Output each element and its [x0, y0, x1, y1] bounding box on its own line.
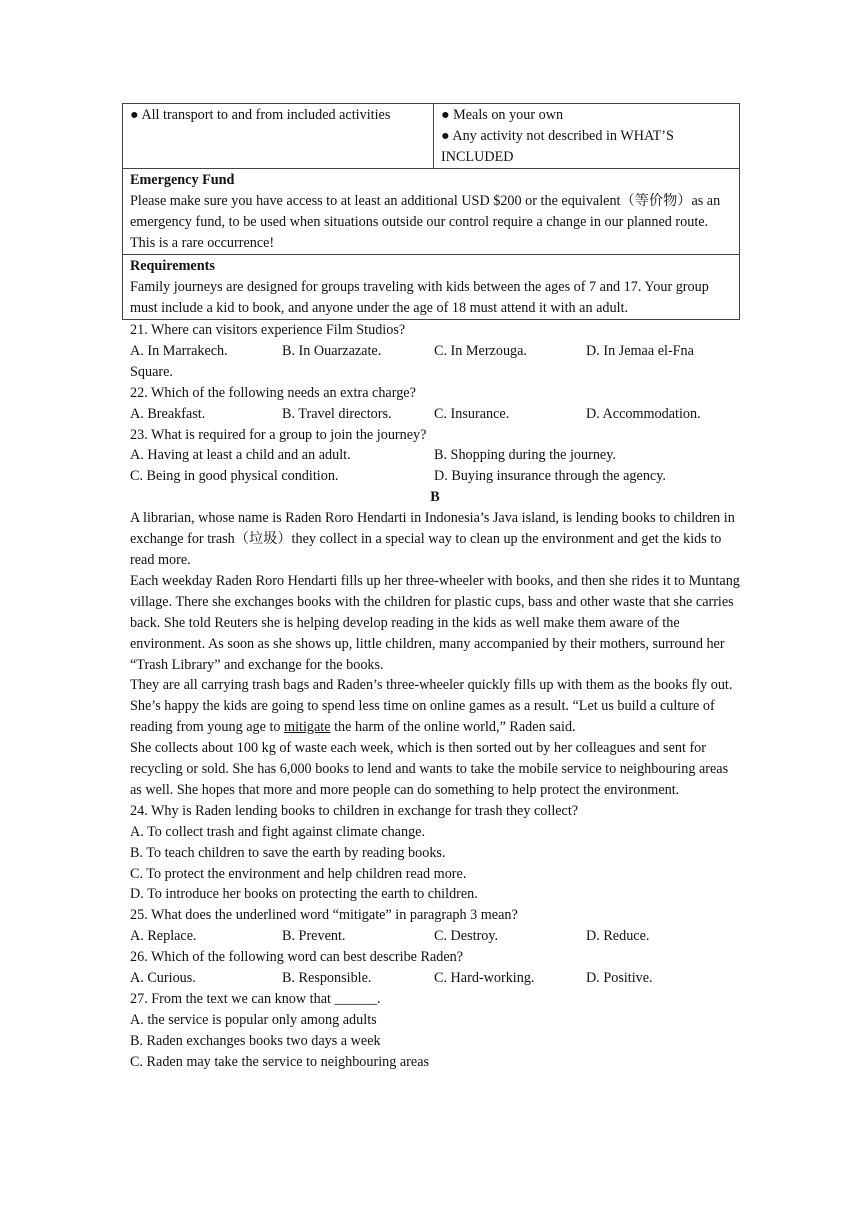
q24-stem: 24. Why is Raden lending books to children in exchange for trash they collect?	[130, 802, 579, 819]
q22-option-b: B. Travel directors.	[282, 405, 392, 422]
q23-option-c: C. Being in good physical condition.	[130, 468, 339, 485]
q21-option-d: D. In Jemaa el-Fna	[586, 342, 694, 359]
meals-item: ● Meals on your own	[441, 107, 564, 123]
table-cell-not-included	[434, 104, 739, 168]
document-page	[122, 103, 738, 1073]
q23-options-row1	[130, 445, 740, 466]
q27-stem: 27. From the text we can know that ______.	[130, 991, 381, 1007]
q22-options	[130, 404, 740, 425]
info-table	[122, 103, 740, 320]
table-row-emergency	[123, 169, 739, 255]
q21-stem: 21. Where can visitors experience Film Studios?	[130, 322, 406, 338]
q23-option-a: A. Having at least a child and an adult.	[130, 447, 351, 464]
q25-stem: 25. What does the underlined word “mitigate” in paragraph 3 mean?	[130, 907, 518, 924]
section-b-heading: B	[430, 489, 440, 506]
table-row-requirements	[123, 255, 739, 319]
q22-stem: 22. Which of the following needs an extra charge?	[130, 384, 416, 401]
q25-option-d: D. Reduce.	[586, 928, 650, 945]
q25-option-c: C. Destroy.	[434, 928, 499, 945]
emergency-title: Emergency Fund	[130, 172, 235, 188]
q27-option-c: C. Raden may take the service to neighbouring areas	[130, 1053, 430, 1070]
q22-option-a: A. Breakfast.	[130, 405, 206, 422]
q24-option-b: B. To teach children to save the earth by reading books.	[130, 844, 446, 861]
q25-option-a: A. Replace.	[130, 928, 197, 945]
q27-option-a: A. the service is popular only among adults	[130, 1011, 377, 1028]
emergency-text: Please make sure you have access to at least an additional USD $200 or the equivalent（等价物）as an emergency fund, to be used when situations outside our control require a change in our planned route. This is a rare occurrence!	[130, 193, 721, 251]
q21-option-d-continued: Square.	[130, 363, 173, 380]
table-cell-transport: ● All transport to and from included activities	[123, 104, 434, 168]
passage-paragraph-4: She collects about 100 kg of waste each week, which is then sorted out by her colleagues and sent for recycling or sold. She has 6,000 books to lend and wants to take the mobile service to neighbouring areas as well. She hopes that more and more people can do something to help protect the environment.	[130, 740, 729, 798]
q27-option-b: B. Raden exchanges books two days a week	[130, 1032, 381, 1049]
requirements-text: Family journeys are designed for groups traveling with kids between the ages of 7 and 17. Your group must include a kid to book, and anyone under the age of 18 must attend it with an adult.	[130, 279, 709, 316]
emergency-cell	[123, 169, 739, 254]
q24-option-d: D. To introduce her books on protecting the earth to children.	[130, 886, 478, 903]
q23-option-b: B. Shopping during the journey.	[434, 447, 616, 464]
table-row-transport-meals	[123, 104, 739, 169]
q23-options-row2	[130, 466, 740, 487]
q21-option-a: A. In Marrakech.	[130, 342, 228, 359]
activity-item: ● Any activity not described in WHAT’S INCLUDED	[441, 128, 674, 165]
paragraph-3-text-end: the harm of the online world,” Raden said.	[330, 719, 576, 736]
q21-options	[130, 341, 740, 362]
q23-stem: 23. What is required for a group to join the journey?	[130, 426, 427, 443]
paragraph-3-text-start: They are all carrying trash bags and Raden’s three-wheeler quickly fills up with them as the books fly out. She’s happy the kids are going to spend less time on online games as a result. “Let us build a culture of reading from young age to	[130, 677, 733, 736]
q26-option-c: C. Hard-working.	[434, 970, 535, 987]
requirements-cell	[123, 255, 739, 319]
passage-paragraph-1: A librarian, whose name is Raden Roro Hendarti in Indonesia’s Java island, is lending books to children in exchange for trash（垃圾）they collect in a special way to clean up the environment and get the kids to read more.	[130, 510, 735, 568]
q21-option-b: B. In Ouarzazate.	[282, 342, 382, 359]
requirements-title: Requirements	[130, 258, 215, 274]
q24-option-c: C. To protect the environment and help children read more.	[130, 865, 467, 882]
q23-option-d: D. Buying insurance through the agency.	[434, 468, 666, 485]
questions-content	[122, 320, 740, 1073]
q26-stem: 26. Which of the following word can best describe Raden?	[130, 949, 464, 966]
q25-option-b: B. Prevent.	[282, 928, 346, 945]
q26-option-a: A. Curious.	[130, 970, 196, 987]
q26-options	[130, 968, 740, 989]
q25-options	[130, 926, 740, 947]
q22-option-d: D. Accommodation.	[586, 405, 701, 422]
q26-option-b: B. Responsible.	[282, 970, 372, 987]
passage-paragraph-2: Each weekday Raden Roro Hendarti fills up her three-wheeler with books, and then she rides it to Muntang village. There she exchanges books with the children for plastic cups, bass and other waste that she carries back. She told Reuters she is helping develop reading in the kids as well make them aware of the environment. As soon as she shows up, little children, many accompanied by their mothers, surround her “Trash Library” and exchange for the books.	[130, 572, 740, 673]
q26-option-d: D. Positive.	[586, 970, 653, 987]
q22-option-c: C. Insurance.	[434, 405, 510, 422]
q24-option-a: A. To collect trash and fight against climate change.	[130, 823, 426, 840]
q21-option-c: C. In Merzouga.	[434, 342, 527, 359]
underlined-word-mitigate: mitigate	[284, 719, 331, 736]
passage-paragraph-3	[130, 675, 740, 738]
